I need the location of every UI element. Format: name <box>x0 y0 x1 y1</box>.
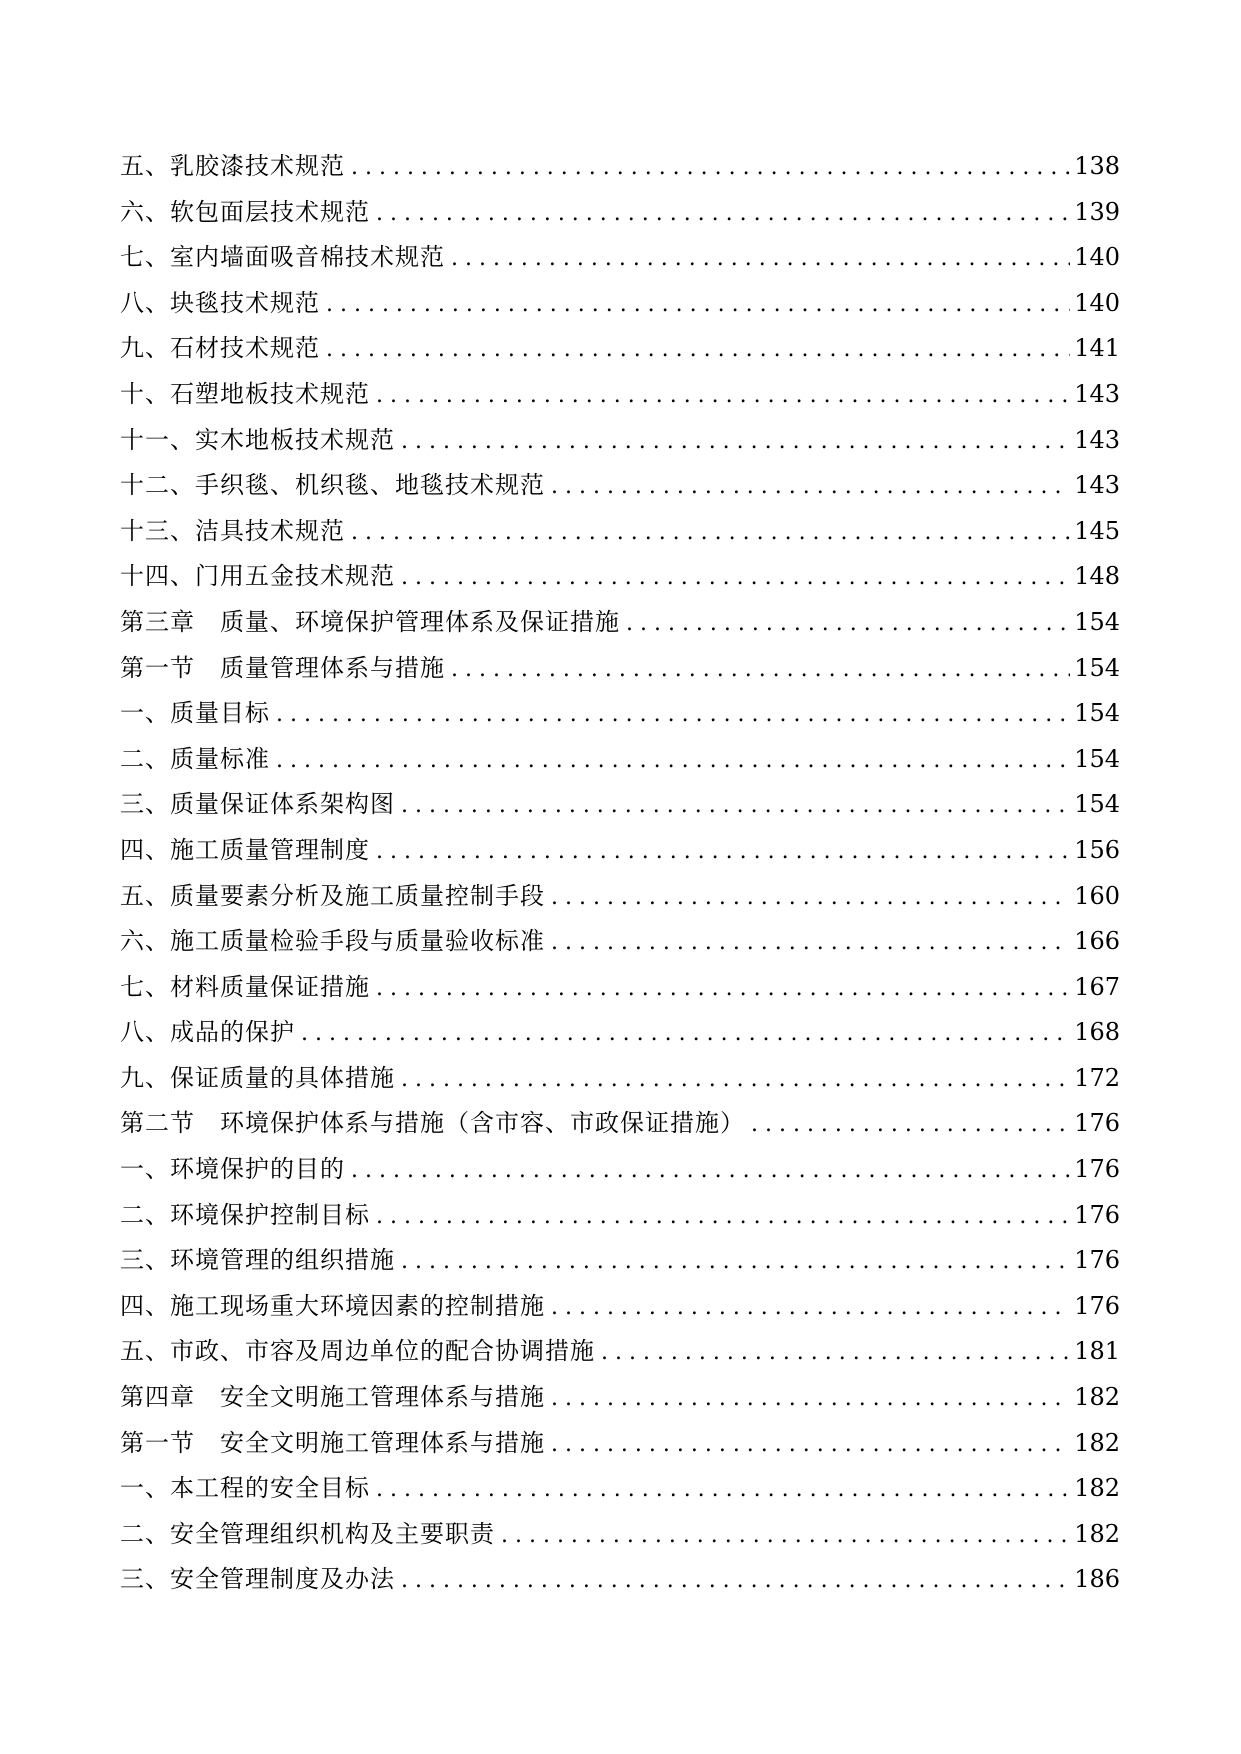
toc-entry-title: 第一节 安全文明施工管理体系与措施 <box>120 1428 545 1457</box>
toc-entry[interactable] <box>120 653 1120 699</box>
toc-entry-title: 八、成品的保护 <box>120 1018 295 1047</box>
toc-entry-page: 154 <box>1074 653 1120 682</box>
toc-entry[interactable] <box>120 1519 1120 1565</box>
toc-entry-title: 第二节 环境保护体系与措施（含市容、市政保证措施） <box>120 1109 745 1138</box>
toc-dot-leader <box>626 609 1070 639</box>
toc-dot-leader <box>276 746 1070 776</box>
toc-entry[interactable] <box>120 1473 1120 1519</box>
toc-entry-title: 十三、洁具技术规范 <box>120 516 345 545</box>
toc-entry-title: 四、施工质量管理制度 <box>120 835 370 864</box>
toc-entry[interactable] <box>120 288 1120 334</box>
toc-entry[interactable] <box>120 972 1120 1018</box>
toc-entry-title: 五、质量要素分析及施工质量控制手段 <box>120 881 545 910</box>
toc-entry[interactable] <box>120 1245 1120 1291</box>
toc-dot-leader <box>276 700 1070 730</box>
toc-entry-title: 一、本工程的安全目标 <box>120 1474 370 1503</box>
toc-dot-leader <box>501 1521 1070 1551</box>
toc-dot-leader <box>401 1247 1070 1277</box>
toc-entry-title: 十四、门用五金技术规范 <box>120 562 395 591</box>
toc-dot-leader <box>351 153 1070 183</box>
toc-entry[interactable] <box>120 835 1120 881</box>
toc-dot-leader <box>326 335 1070 365</box>
toc-entry-page: 176 <box>1074 1246 1120 1275</box>
toc-dot-leader <box>451 244 1070 274</box>
toc-entry-title: 二、安全管理组织机构及主要职责 <box>120 1519 495 1548</box>
toc-entry-page: 140 <box>1074 243 1120 272</box>
toc-dot-leader <box>376 1475 1070 1505</box>
toc-dot-leader <box>376 381 1070 411</box>
toc-entry-page: 176 <box>1074 1155 1120 1184</box>
toc-entry[interactable] <box>120 242 1120 288</box>
toc-entry-title: 三、质量保证体系架构图 <box>120 790 395 819</box>
toc-dot-leader <box>401 563 1070 593</box>
toc-entry-title: 九、保证质量的具体措施 <box>120 1063 395 1092</box>
toc-entry[interactable] <box>120 881 1120 927</box>
toc-entry-page: 182 <box>1074 1383 1120 1412</box>
toc-entry-page: 160 <box>1074 881 1120 910</box>
toc-entry-title: 第三章 质量、环境保护管理体系及保证措施 <box>120 607 620 636</box>
toc-dot-leader <box>351 1156 1070 1186</box>
toc-entry-page: 145 <box>1074 516 1120 545</box>
toc-dot-leader <box>601 1338 1070 1368</box>
toc-entry-title: 四、施工现场重大环境因素的控制措施 <box>120 1291 545 1320</box>
toc-entry[interactable] <box>120 425 1120 471</box>
toc-dot-leader <box>401 1065 1070 1095</box>
toc-entry-page: 140 <box>1074 288 1120 317</box>
toc-entry-title: 八、块毯技术规范 <box>120 288 320 317</box>
toc-dot-leader <box>401 1566 1070 1596</box>
toc-dot-leader <box>376 974 1070 1004</box>
toc-entry-page: 176 <box>1074 1109 1120 1138</box>
toc-dot-leader <box>301 1019 1070 1049</box>
toc-dot-leader <box>551 928 1070 958</box>
toc-dot-leader <box>376 199 1070 229</box>
toc-entry[interactable] <box>120 1336 1120 1382</box>
toc-entry-title: 十一、实木地板技术规范 <box>120 425 395 454</box>
toc-entry-page: 168 <box>1074 1018 1120 1047</box>
toc-dot-leader <box>401 791 1070 821</box>
toc-entry[interactable] <box>120 516 1120 562</box>
toc-entry-title: 第一节 质量管理体系与措施 <box>120 653 445 682</box>
toc-dot-leader <box>401 427 1070 457</box>
toc-entry-title: 第四章 安全文明施工管理体系与措施 <box>120 1383 545 1412</box>
toc-entry[interactable] <box>120 151 1120 197</box>
toc-entry[interactable] <box>120 197 1120 243</box>
toc-entry[interactable] <box>120 1564 1120 1610</box>
toc-entry-title: 一、质量目标 <box>120 699 270 728</box>
toc-entry-page: 143 <box>1074 471 1120 500</box>
toc-entry-title: 十二、手织毯、机织毯、地毯技术规范 <box>120 471 545 500</box>
toc-entry-page: 141 <box>1074 334 1120 363</box>
toc-entry[interactable] <box>120 1428 1120 1474</box>
toc-entry-title: 三、环境管理的组织措施 <box>120 1246 395 1275</box>
toc-entry-title: 六、软包面层技术规范 <box>120 197 370 226</box>
toc-entry-page: 154 <box>1074 607 1120 636</box>
toc-entry-title: 二、环境保护控制目标 <box>120 1200 370 1229</box>
toc-entry-page: 143 <box>1074 379 1120 408</box>
toc-entry[interactable] <box>120 561 1120 607</box>
toc-entry[interactable] <box>120 1200 1120 1246</box>
toc-entry-page: 139 <box>1074 197 1120 226</box>
toc-entry-page: 182 <box>1074 1428 1120 1457</box>
toc-entry-title: 七、室内墙面吸音棉技术规范 <box>120 243 445 272</box>
toc-entry-page: 176 <box>1074 1291 1120 1320</box>
toc-entry[interactable] <box>120 470 1120 516</box>
toc-entry[interactable] <box>120 744 1120 790</box>
toc-entry[interactable] <box>120 1063 1120 1109</box>
table-of-contents <box>120 151 1120 1610</box>
toc-entry[interactable] <box>120 1154 1120 1200</box>
toc-entry-page: 154 <box>1074 699 1120 728</box>
toc-entry-page: 181 <box>1074 1337 1120 1366</box>
toc-entry-title: 五、乳胶漆技术规范 <box>120 152 345 180</box>
toc-entry-page: 154 <box>1074 744 1120 773</box>
toc-dot-leader <box>326 290 1070 320</box>
toc-entry-page: 143 <box>1074 425 1120 454</box>
toc-entry[interactable] <box>120 379 1120 425</box>
toc-entry-title: 三、安全管理制度及办法 <box>120 1565 395 1594</box>
toc-dot-leader <box>376 837 1070 867</box>
toc-entry[interactable] <box>120 926 1120 972</box>
toc-entry[interactable] <box>120 789 1120 835</box>
toc-entry-page: 176 <box>1074 1200 1120 1229</box>
toc-entry-page: 172 <box>1074 1063 1120 1092</box>
toc-entry-page: 154 <box>1074 790 1120 819</box>
toc-entry[interactable] <box>120 1017 1120 1063</box>
toc-dot-leader <box>551 1384 1070 1414</box>
toc-entry[interactable] <box>120 1382 1120 1428</box>
toc-entry-page: 182 <box>1074 1474 1120 1503</box>
toc-entry-page: 156 <box>1074 835 1120 864</box>
toc-dot-leader <box>376 1202 1070 1232</box>
toc-entry-title: 二、质量标准 <box>120 744 270 773</box>
toc-dot-leader <box>551 883 1070 913</box>
toc-entry-title: 一、环境保护的目的 <box>120 1155 345 1184</box>
toc-dot-leader <box>551 1293 1070 1323</box>
toc-dot-leader <box>551 1430 1070 1460</box>
toc-entry-page: 166 <box>1074 927 1120 956</box>
toc-entry[interactable] <box>120 1291 1120 1337</box>
toc-entry-page: 186 <box>1074 1565 1120 1594</box>
toc-entry-title: 七、材料质量保证措施 <box>120 972 370 1001</box>
toc-dot-leader <box>351 518 1070 548</box>
toc-entry[interactable] <box>120 1108 1120 1154</box>
toc-dot-leader <box>551 472 1070 502</box>
toc-entry-title: 十、石塑地板技术规范 <box>120 379 370 408</box>
toc-entry[interactable] <box>120 698 1120 744</box>
toc-dot-leader <box>751 1110 1070 1140</box>
toc-entry-page: 138 <box>1074 152 1120 180</box>
toc-dot-leader <box>451 655 1070 685</box>
toc-entry-title: 六、施工质量检验手段与质量验收标准 <box>120 927 545 956</box>
toc-entry-page: 182 <box>1074 1519 1120 1548</box>
toc-entry-page: 148 <box>1074 562 1120 591</box>
toc-entry[interactable] <box>120 607 1120 653</box>
toc-entry-page: 167 <box>1074 972 1120 1001</box>
toc-entry[interactable] <box>120 333 1120 379</box>
toc-entry-title: 九、石材技术规范 <box>120 334 320 363</box>
toc-entry-title: 五、市政、市容及周边单位的配合协调措施 <box>120 1337 595 1366</box>
